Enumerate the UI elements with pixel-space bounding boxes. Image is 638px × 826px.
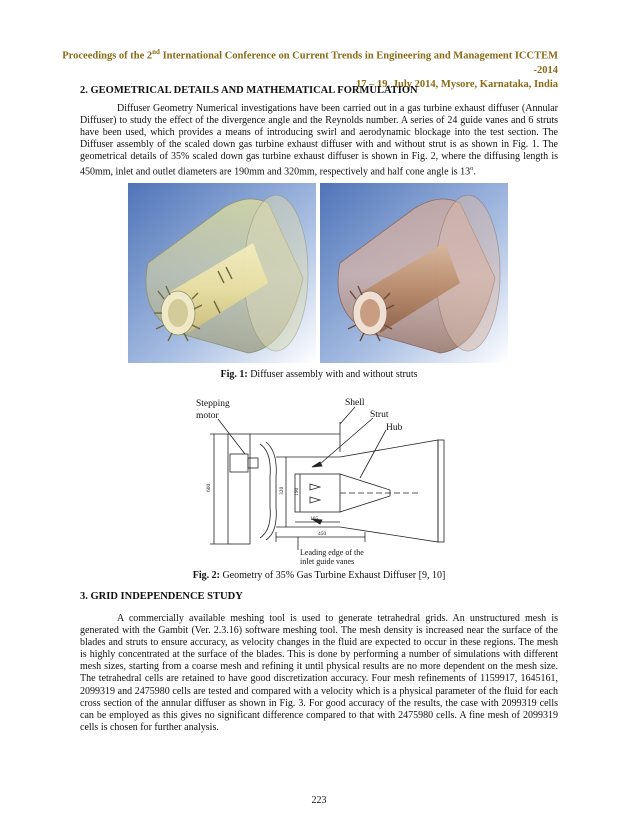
label-motor: motor: [196, 411, 219, 421]
dim-190: 190: [294, 487, 300, 496]
figure-1-image: [128, 183, 508, 368]
header-line-1: Proceedings of the 2nd International Conference on Current Trends in Engineering and Management ICCTEM -2014: [62, 48, 558, 76]
dim-450: 450: [318, 531, 327, 537]
figure-2-drawing: [190, 392, 480, 572]
label-stepping: Stepping: [196, 399, 230, 409]
label-shell: Shell: [345, 398, 365, 408]
figure-1-caption: Fig. 1: Diffuser assembly with and without struts: [220, 369, 418, 380]
label-strut: Strut: [370, 410, 389, 420]
header-line-2: 17 – 19, July 2014, Mysore, Karnataka, India: [356, 78, 558, 90]
page-number: 223: [311, 795, 327, 806]
section-3-title: 3. GRID INDEPENDENCE STUDY: [80, 591, 243, 602]
label-leading-2: inlet guide vanes: [300, 557, 355, 566]
section-2-title: 2. GEOMETRICAL DETAILS AND MATHEMATICAL FORMULATION: [80, 85, 418, 96]
dim-600: 600: [206, 483, 212, 492]
section-2-paragraph: Diffuser Geometry Numerical investigations have been carried out in a gas turbine exhaust diffuser (Annular Diffuser) to study the effect of the divergence angle and the Reynolds number. A series of 24 guide vanes and 6 struts have been used, which provides a means of introducing swirl and aerodynamic blockage into the test section. The Diffuser assembly of the scaled down gas turbine exhaust diffuser with and without strut is as shown in Fig. 1. The geometrical details of 35% scaled down gas turbine exhaust diffuser is shown in Fig. 2, where the diffusing length is 450mm, inlet and outlet diameters are 190mm and 320mm, respectively and half cone angle is 13$^o$.: [80, 103, 558, 178]
section-3-paragraph: A commercially available meshing tool is used to generate tetrahedral grids. An unstructured mesh is generated with the Gambit (Ver. 2.3.16) software meshing tool. The mesh density is increased near the surface of the blades and struts to ensure accuracy, as velocity changes in the fluid are expected to occur in these regions. The mesh is highly concentrated at the surface of the blades. This is done by performing a number of simulations with different mesh sizes, starting from a coarse mesh and refining it until physical results are no more dependent on the mesh size. The tetrahedral cells are retained to have good discretization accuracy. Four mesh refinements of 1159917, 1645161, 2099319 and 2475980 cells are tested and compared with a velocity which is a physical parameter of the fluid for each cross section of the annular diffuser as shown in Fig. 3. For good accuracy of the results, the case with 2099319 cells can be employed as this gives no significant difference compared to that with 2475980 cells. A fine mesh of 2099319 cells is chosen for further analysis.: [80, 613, 558, 733]
figure-2-caption: Fig. 2: Geometry of 35% Gas Turbine Exhaust Diffuser [9, 10]: [192, 570, 446, 581]
dim-105: 105: [310, 516, 319, 522]
dim-320: 320: [279, 486, 285, 495]
label-hub: Hub: [386, 423, 403, 433]
label-leading-1: Leading edge of the: [300, 548, 364, 557]
